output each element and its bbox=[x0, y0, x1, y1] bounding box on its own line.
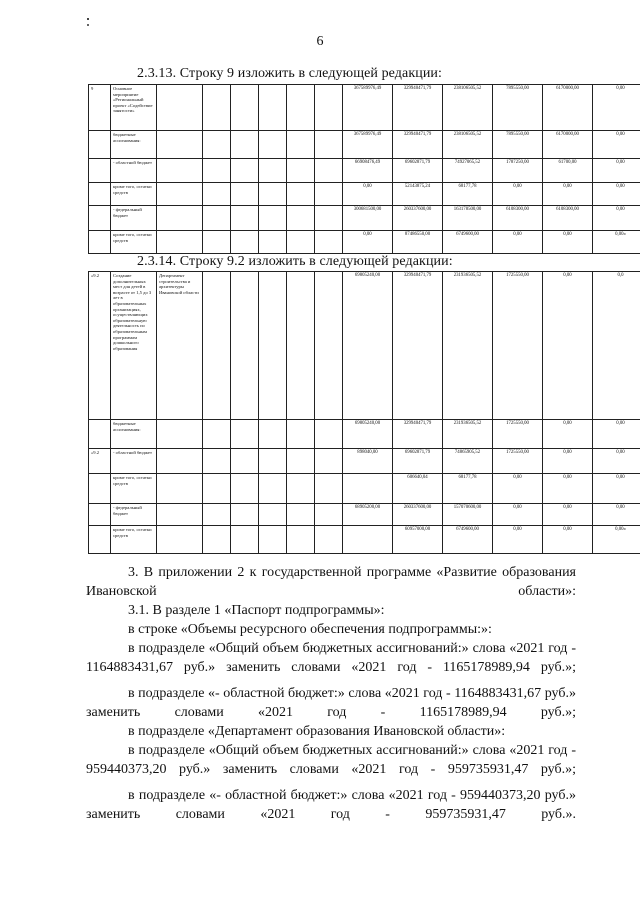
value-cell: 87486550,00 bbox=[393, 231, 443, 254]
row-name-cell: - областной бюджет bbox=[111, 159, 157, 183]
blank-cell bbox=[203, 420, 231, 449]
row-code-cell bbox=[89, 231, 111, 254]
table-row bbox=[89, 206, 640, 231]
row-dept-cell bbox=[157, 449, 203, 474]
value-cell: 0,00 bbox=[343, 231, 393, 254]
blank-cell bbox=[231, 183, 259, 206]
row-dept-cell: Департамент строительства и архитектуры Ивановской области bbox=[157, 272, 203, 420]
value-cell bbox=[343, 474, 393, 504]
blank-cell bbox=[287, 131, 315, 159]
value-cell: 68905200,00 bbox=[343, 504, 393, 526]
blank-cell bbox=[231, 206, 259, 231]
blank-cell bbox=[315, 526, 343, 554]
row-name-cell: бюджетные ассигнования: bbox=[111, 420, 157, 449]
value-cell: 0,00 bbox=[593, 504, 640, 526]
value-cell: 7895550,00 bbox=[493, 131, 543, 159]
blank-cell bbox=[287, 85, 315, 131]
value-cell: 6170000,00 bbox=[543, 85, 593, 131]
value-cell: 0,00 bbox=[493, 183, 543, 206]
blank-cell bbox=[259, 449, 287, 474]
value-cell: 329940471,79 bbox=[393, 272, 443, 420]
value-cell: 69805240,00 bbox=[343, 420, 393, 449]
value-cell: 0,00 bbox=[593, 159, 640, 183]
value-cell: 238106505,52 bbox=[443, 85, 493, 131]
blank-cell bbox=[315, 131, 343, 159]
paragraph-3-1: 3.1. В разделе 1 «Паспорт подпрограммы»: bbox=[128, 603, 385, 618]
value-cell: 0,00 bbox=[593, 420, 640, 449]
row-code-cell bbox=[89, 206, 111, 231]
value-cell: 1725550,00 bbox=[493, 272, 543, 420]
value-cell: 1787250,00 bbox=[493, 159, 543, 183]
table-row bbox=[89, 159, 640, 183]
table-row bbox=[89, 420, 640, 449]
table-row bbox=[89, 449, 640, 474]
value-cell: 0,00 bbox=[593, 474, 640, 504]
blank-cell bbox=[287, 526, 315, 554]
value-cell: 60957000,00 bbox=[393, 526, 443, 554]
table-row9-2 bbox=[88, 271, 640, 554]
paragraph-resource-line: в строке «Объемы ресурсного обеспечения подпрограммы:»: bbox=[128, 622, 492, 637]
row-name-cell: - федеральный бюджет bbox=[111, 504, 157, 526]
value-cell: 329940471,79 bbox=[393, 85, 443, 131]
paragraph-department: в подразделе «Департамент образования Ивановской области»: bbox=[128, 724, 506, 739]
blank-cell bbox=[231, 420, 259, 449]
blank-cell bbox=[315, 474, 343, 504]
page-number: 6 bbox=[316, 34, 324, 49]
value-cell: 300681500,00 bbox=[343, 206, 393, 231]
value-cell: 69602871,79 bbox=[393, 449, 443, 474]
row-dept-cell bbox=[157, 131, 203, 159]
value-cell: 0,00 bbox=[343, 183, 393, 206]
row-name-cell: кроме того, остатки средств bbox=[111, 183, 157, 206]
row-code-cell: «9.2 bbox=[89, 272, 111, 420]
row-name-cell: бюджетные ассигнования: bbox=[111, 131, 157, 159]
value-cell: 0,0 bbox=[593, 272, 640, 420]
value-cell: 606640,04 bbox=[393, 474, 443, 504]
value-cell: 260337600,00 bbox=[393, 504, 443, 526]
paragraph-total-2: в подразделе «Общий объем бюджетных ассигнований:» слова «2021 год - 959440373,20 руб.» заменить словами «2021 год - 959735931,47 руб.»; bbox=[86, 743, 576, 777]
blank-cell bbox=[315, 206, 343, 231]
blank-cell bbox=[315, 504, 343, 526]
table-row9 bbox=[88, 84, 640, 254]
blank-cell bbox=[287, 206, 315, 231]
value-cell: 0,00» bbox=[593, 231, 640, 254]
blank-cell bbox=[315, 231, 343, 254]
blank-cell bbox=[315, 420, 343, 449]
value-cell: 74865905,52 bbox=[443, 449, 493, 474]
blank-cell bbox=[315, 85, 343, 131]
blank-cell bbox=[259, 231, 287, 254]
value-cell: 0,00» bbox=[593, 526, 640, 554]
value-cell: 367589976,49 bbox=[343, 85, 393, 131]
row-code-cell bbox=[89, 131, 111, 159]
blank-cell bbox=[203, 449, 231, 474]
row-dept-cell bbox=[157, 159, 203, 183]
blank-cell bbox=[287, 231, 315, 254]
blank-cell bbox=[259, 504, 287, 526]
row-dept-cell bbox=[157, 231, 203, 254]
value-cell: 0,00 bbox=[543, 526, 593, 554]
value-cell: 0,00 bbox=[593, 449, 640, 474]
blank-cell bbox=[259, 131, 287, 159]
blank-cell bbox=[259, 526, 287, 554]
scan-speck bbox=[87, 24, 89, 26]
row-name-cell: кроме того, остатки средств bbox=[111, 231, 157, 254]
blank-cell bbox=[231, 449, 259, 474]
row-name-cell: кроме того, остатки средств bbox=[111, 474, 157, 504]
value-cell bbox=[343, 526, 393, 554]
table-row bbox=[89, 131, 640, 159]
value-cell: 66908476,49 bbox=[343, 159, 393, 183]
value-cell: 260337600,00 bbox=[393, 206, 443, 231]
table-row bbox=[89, 474, 640, 504]
value-cell: 6108300,00 bbox=[493, 206, 543, 231]
row-code-cell bbox=[89, 474, 111, 504]
value-cell: 329940471,79 bbox=[393, 420, 443, 449]
row-code-cell: 9 bbox=[89, 85, 111, 131]
row-code-cell bbox=[89, 159, 111, 183]
value-cell: 0,00 bbox=[493, 504, 543, 526]
value-cell: 0,00 bbox=[493, 526, 543, 554]
value-cell: 0,00 bbox=[543, 272, 593, 420]
table-row bbox=[89, 183, 640, 206]
blank-cell bbox=[203, 231, 231, 254]
table-row bbox=[89, 231, 640, 254]
value-cell: 157070600,00 bbox=[443, 504, 493, 526]
paragraph-total-1: в подразделе «Общий объем бюджетных ассигнований:» слова «2021 год - 1164883431,67 руб.» заменить словами «2021 год - 1165178989,94 руб.»; bbox=[86, 641, 576, 675]
paragraph-regional-2: в подразделе «- областной бюджет:» слова «2021 год - 959440373,20 руб.» заменить словами «2021 год - 959735931,47 руб.». bbox=[86, 788, 576, 822]
scan-speck bbox=[87, 18, 89, 20]
value-cell: 68177,78 bbox=[443, 474, 493, 504]
value-cell: 0,00 bbox=[543, 504, 593, 526]
value-cell: 238106505,52 bbox=[443, 131, 493, 159]
blank-cell bbox=[287, 420, 315, 449]
blank-cell bbox=[231, 272, 259, 420]
blank-cell bbox=[203, 504, 231, 526]
row-name-cell: - федеральный бюджет bbox=[111, 206, 157, 231]
value-cell: 163178500,00 bbox=[443, 206, 493, 231]
value-cell: 6749600,00 bbox=[443, 526, 493, 554]
blank-cell bbox=[231, 504, 259, 526]
row-code-cell bbox=[89, 504, 111, 526]
blank-cell bbox=[287, 474, 315, 504]
value-cell: 367589976,49 bbox=[343, 131, 393, 159]
value-cell: 0,00 bbox=[593, 206, 640, 231]
blank-cell bbox=[231, 159, 259, 183]
value-cell: 0,00 bbox=[543, 420, 593, 449]
table-row bbox=[89, 272, 640, 420]
value-cell: 0,00 bbox=[593, 85, 640, 131]
value-cell: 1725550,00 bbox=[493, 449, 543, 474]
row-code-cell bbox=[89, 526, 111, 554]
value-cell: 7895550,00 bbox=[493, 85, 543, 131]
value-cell: 231936505,52 bbox=[443, 272, 493, 420]
blank-cell bbox=[287, 272, 315, 420]
row-dept-cell bbox=[157, 526, 203, 554]
row-dept-cell bbox=[157, 420, 203, 449]
blank-cell bbox=[315, 183, 343, 206]
blank-cell bbox=[203, 474, 231, 504]
blank-cell bbox=[231, 231, 259, 254]
row-dept-cell bbox=[157, 474, 203, 504]
blank-cell bbox=[259, 85, 287, 131]
row-name-cell: - областной бюджет bbox=[111, 449, 157, 474]
table-row bbox=[89, 526, 640, 554]
row-code-cell bbox=[89, 420, 111, 449]
blank-cell bbox=[259, 159, 287, 183]
row-name-cell: Создание дополнительных мест для детей в возрасте от 1,5 до 3 лет в образовательных организациях, осуществляющих образовательную деятельность по образовательным программам дошкольного образования bbox=[111, 272, 157, 420]
blank-cell bbox=[231, 85, 259, 131]
blank-cell bbox=[231, 474, 259, 504]
blank-cell bbox=[203, 526, 231, 554]
paragraph-regional-1: в подразделе «- областной бюджет:» слова «2021 год - 1164883431,67 руб.» заменить словами «2021 год - 1165178989,94 руб.»; bbox=[86, 686, 576, 720]
row-dept-cell bbox=[157, 504, 203, 526]
value-cell: 74927065,52 bbox=[443, 159, 493, 183]
value-cell: 0,00 bbox=[593, 131, 640, 159]
blank-cell bbox=[203, 206, 231, 231]
table-row bbox=[89, 85, 640, 131]
blank-cell bbox=[287, 504, 315, 526]
value-cell: 0,00 bbox=[543, 449, 593, 474]
row-dept-cell bbox=[157, 85, 203, 131]
blank-cell bbox=[203, 183, 231, 206]
value-cell: 6170000,00 bbox=[543, 131, 593, 159]
value-cell: 329940471,79 bbox=[393, 131, 443, 159]
value-cell: 0,00 bbox=[493, 474, 543, 504]
row-dept-cell bbox=[157, 183, 203, 206]
blank-cell bbox=[315, 272, 343, 420]
row-name-cell: кроме того, остатки средств bbox=[111, 526, 157, 554]
blank-cell bbox=[287, 159, 315, 183]
blank-cell bbox=[287, 449, 315, 474]
blank-cell bbox=[231, 526, 259, 554]
blank-cell bbox=[315, 159, 343, 183]
value-cell: 231936505,52 bbox=[443, 420, 493, 449]
value-cell: 0,00 bbox=[543, 183, 593, 206]
blank-cell bbox=[259, 420, 287, 449]
value-cell: 0,00 bbox=[543, 231, 593, 254]
blank-cell bbox=[287, 183, 315, 206]
row-code-cell: «9.2 bbox=[89, 449, 111, 474]
value-cell: 69805240,00 bbox=[343, 272, 393, 420]
blank-cell bbox=[203, 85, 231, 131]
value-cell: 61700,00 bbox=[543, 159, 593, 183]
value-cell: 898040,00 bbox=[343, 449, 393, 474]
value-cell: 6108300,00 bbox=[543, 206, 593, 231]
value-cell: 68177,78 bbox=[443, 183, 493, 206]
blank-cell bbox=[259, 474, 287, 504]
section1-heading: 2.3.13. Строку 9 изложить в следующей редакции: bbox=[137, 66, 443, 81]
blank-cell bbox=[203, 159, 231, 183]
row-code-cell bbox=[89, 183, 111, 206]
value-cell: 69602871,79 bbox=[393, 159, 443, 183]
blank-cell bbox=[259, 183, 287, 206]
blank-cell bbox=[203, 272, 231, 420]
value-cell: 1725550,00 bbox=[493, 420, 543, 449]
value-cell: 52143875,24 bbox=[393, 183, 443, 206]
table-row bbox=[89, 504, 640, 526]
blank-cell bbox=[315, 449, 343, 474]
value-cell: 0,00 bbox=[493, 231, 543, 254]
blank-cell bbox=[259, 206, 287, 231]
row-dept-cell bbox=[157, 206, 203, 231]
value-cell: 0,00 bbox=[543, 474, 593, 504]
blank-cell bbox=[203, 131, 231, 159]
paragraph-3: 3. В приложении 2 к государственной программе «Развитие образования Ивановской области»: bbox=[86, 565, 576, 599]
blank-cell bbox=[259, 272, 287, 420]
section2-heading: 2.3.14. Строку 9.2 изложить в следующей редакции: bbox=[137, 254, 453, 269]
value-cell: 0,00 bbox=[593, 183, 640, 206]
row-name-cell: Основное мероприятие «Региональный проект «Содействие занятости» bbox=[111, 85, 157, 131]
blank-cell bbox=[231, 131, 259, 159]
value-cell: 6749600,00 bbox=[443, 231, 493, 254]
